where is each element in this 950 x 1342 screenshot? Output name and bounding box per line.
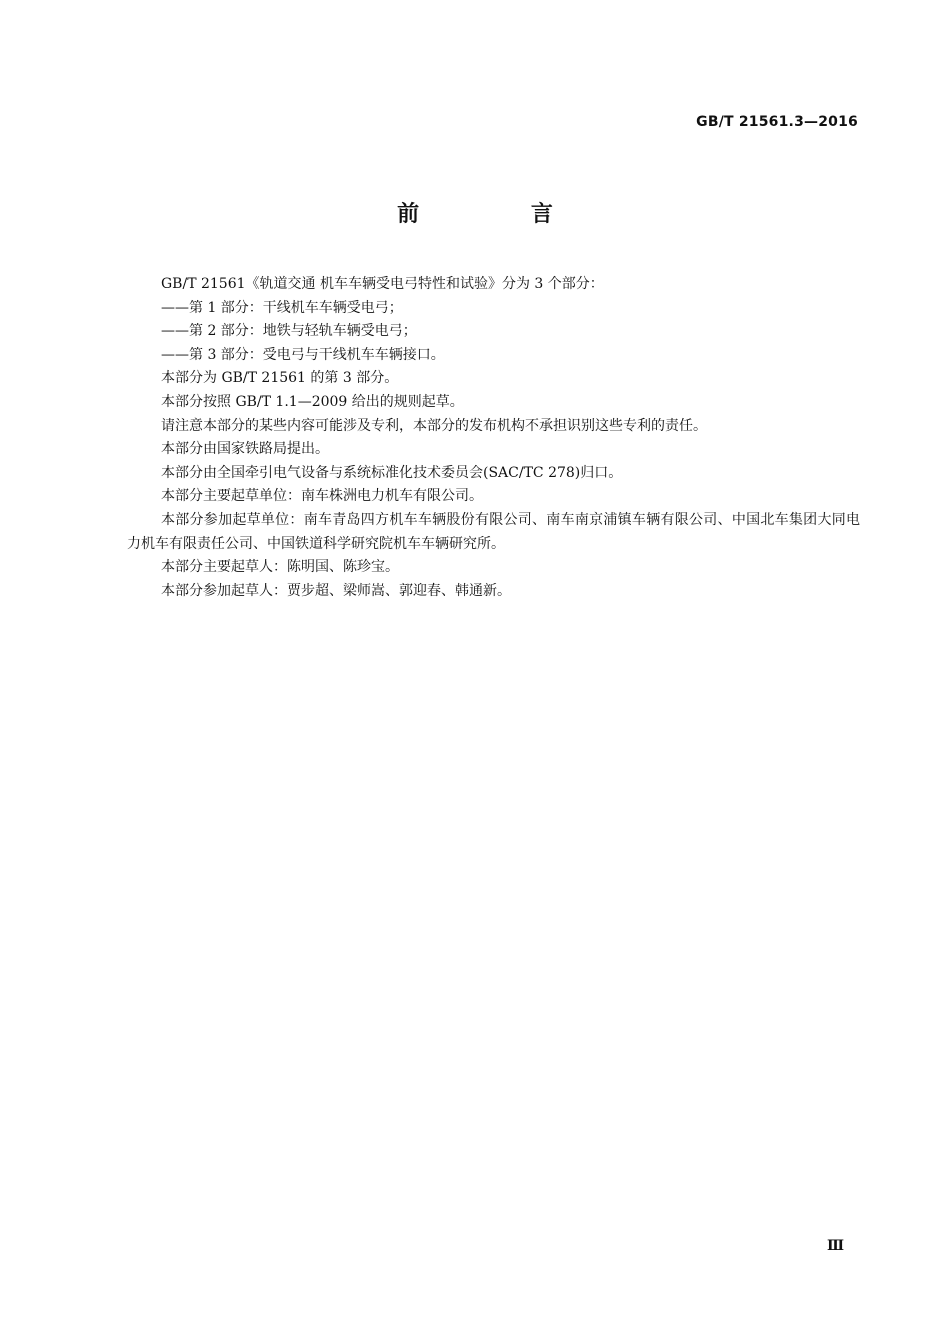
- paragraph-committee: 本部分由全国牵引电气设备与系统标准化技术委员会(SAC/TC 278)归口。: [161, 464, 623, 481]
- paragraph-drafting-rules: 本部分按照 GB/T 1.1—2009 给出的规则起草。: [161, 393, 464, 410]
- page-number: Ⅲ: [826, 1238, 844, 1254]
- paragraph-parts-intro: GB/T 21561《轨道交通 机车车辆受电弓特性和试验》分为 3 个部分：: [161, 276, 604, 292]
- paragraph-proposer: 本部分由国家铁路局提出。: [161, 441, 329, 458]
- paragraph-patent-notice: 请注意本部分的某些内容可能涉及专利，本部分的发布机构不承担识别这些专利的责任。: [161, 417, 707, 434]
- list-item-part-2: ——第 2 部分：地铁与轻轨车辆受电弓；: [161, 323, 417, 340]
- paragraph-part-statement: 本部分为 GB/T 21561 的第 3 部分。: [161, 370, 399, 387]
- page-title: 前 言: [397, 202, 605, 227]
- list-item-part-1: ——第 1 部分：干线机车车辆受电弓；: [161, 299, 403, 316]
- standard-number-header: GB/T 21561.3—2016: [696, 114, 858, 130]
- paragraph-participating-units: 本部分参加起草单位：南车青岛四方机车车辆股份有限公司、南车南京浦镇车辆有限公司、中国北车集团大同电力机车有限责任公司、中国铁道科学研究院机车车辆研究所。: [127, 511, 860, 552]
- paragraph-participating-drafters: 本部分参加起草人：贾步超、梁师嵩、郭迎春、韩通新。: [161, 582, 511, 599]
- paragraph-main-drafters: 本部分主要起草人：陈明国、陈珍宝。: [161, 559, 399, 576]
- foreword-body: [127, 273, 860, 603]
- paragraph-main-drafting-unit: 本部分主要起草单位：南车株洲电力机车有限公司。: [161, 488, 483, 505]
- list-item-part-3: ——第 3 部分：受电弓与干线机车车辆接口。: [161, 346, 445, 363]
